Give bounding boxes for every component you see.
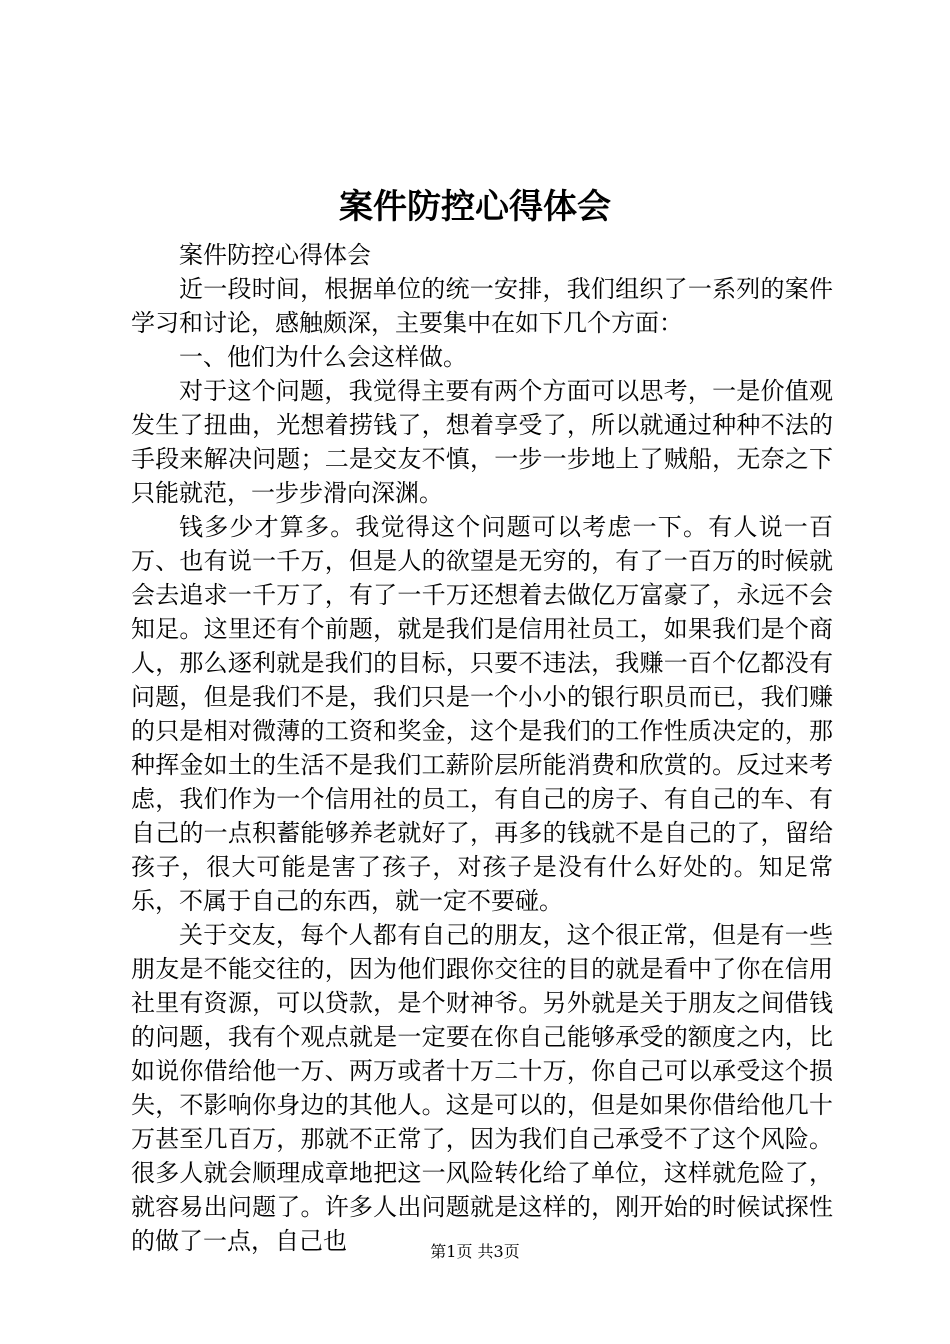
- paragraph-money: 钱多少才算多。我觉得这个问题可以考虑一下。有人说一百万、也有说一千万，但是人的欲望是无穷的，有了一百万的时候就会去追求一千万了，有了一千万还想着去做亿万富豪了，永远不会知足。这里还有个前题，就是我们是信用社员工，如果我们是个商人，那么逐利就是我们的目标，只要不违法，我赚一百个亿都没有问题，但是我们不是，我们只是一个小小的银行职员而已，我们赚的只是相对微薄的工资和奖金，这个是我们的工作性质决定的，那种挥金如土的生活不是我们工薪阶层所能消费和欣赏的。反过来考虑，我们作为一个信用社的员工，有自己的房子、有自己的车、有自己的一点积蓄能够养老就好了，再多的钱就不是自己的了，留给孩子，很大可能是害了孩子，对孩子是没有什么好处的。知足常乐，不属于自己的东西，就一定不要碰。: [131, 513, 833, 915]
- page-footer: [0, 1240, 950, 1264]
- page-number: 第1页 共3页: [430, 1242, 520, 1261]
- paragraph-friends: 关于交友，每个人都有自己的朋友，这个很正常，但是有一些朋友是不能交往的，因为他们跟你交往的目的就是看中了你在信用社里有资源，可以贷款，是个财神爷。另外就是关于朋友之间借钱的问题，我有个观点就是一定要在你自己能够承受的额度之内，比如说你借给他一万、两万或者十万二十万，你自己可以承受这个损失，不影响你身边的其他人。这是可以的，但是如果你借给他几十万甚至几百万，那就不正常了，因为我们自己承受不了这个风险。很多人就会顺理成章地把这一风险转化给了单位，这样就危险了，就容易出问题了。许多人出问题就是这样的，刚开始的时候试探性的做了一点，自己也: [131, 921, 833, 1255]
- document-title: 案件防控心得体会: [339, 187, 611, 227]
- paragraph-reasons: 对于这个问题，我觉得主要有两个方面可以思考，一是价值观发生了扭曲，光想着捞钱了，想着享受了，所以就通过种种不法的手段来解决问题；二是交友不慎，一步一步地上了贼船，无奈之下只能就范，一步步滑向深渊。: [131, 377, 833, 507]
- paragraph-subtitle: 案件防控心得体会: [179, 241, 371, 269]
- section-heading-1: 一、他们为什么会这样做。: [179, 343, 467, 371]
- paragraph-intro: 近一段时间，根据单位的统一安排，我们组织了一系列的案件学习和讨论，感触颇深，主要集中在如下几个方面：: [131, 275, 833, 337]
- document-body: [131, 238, 833, 1258]
